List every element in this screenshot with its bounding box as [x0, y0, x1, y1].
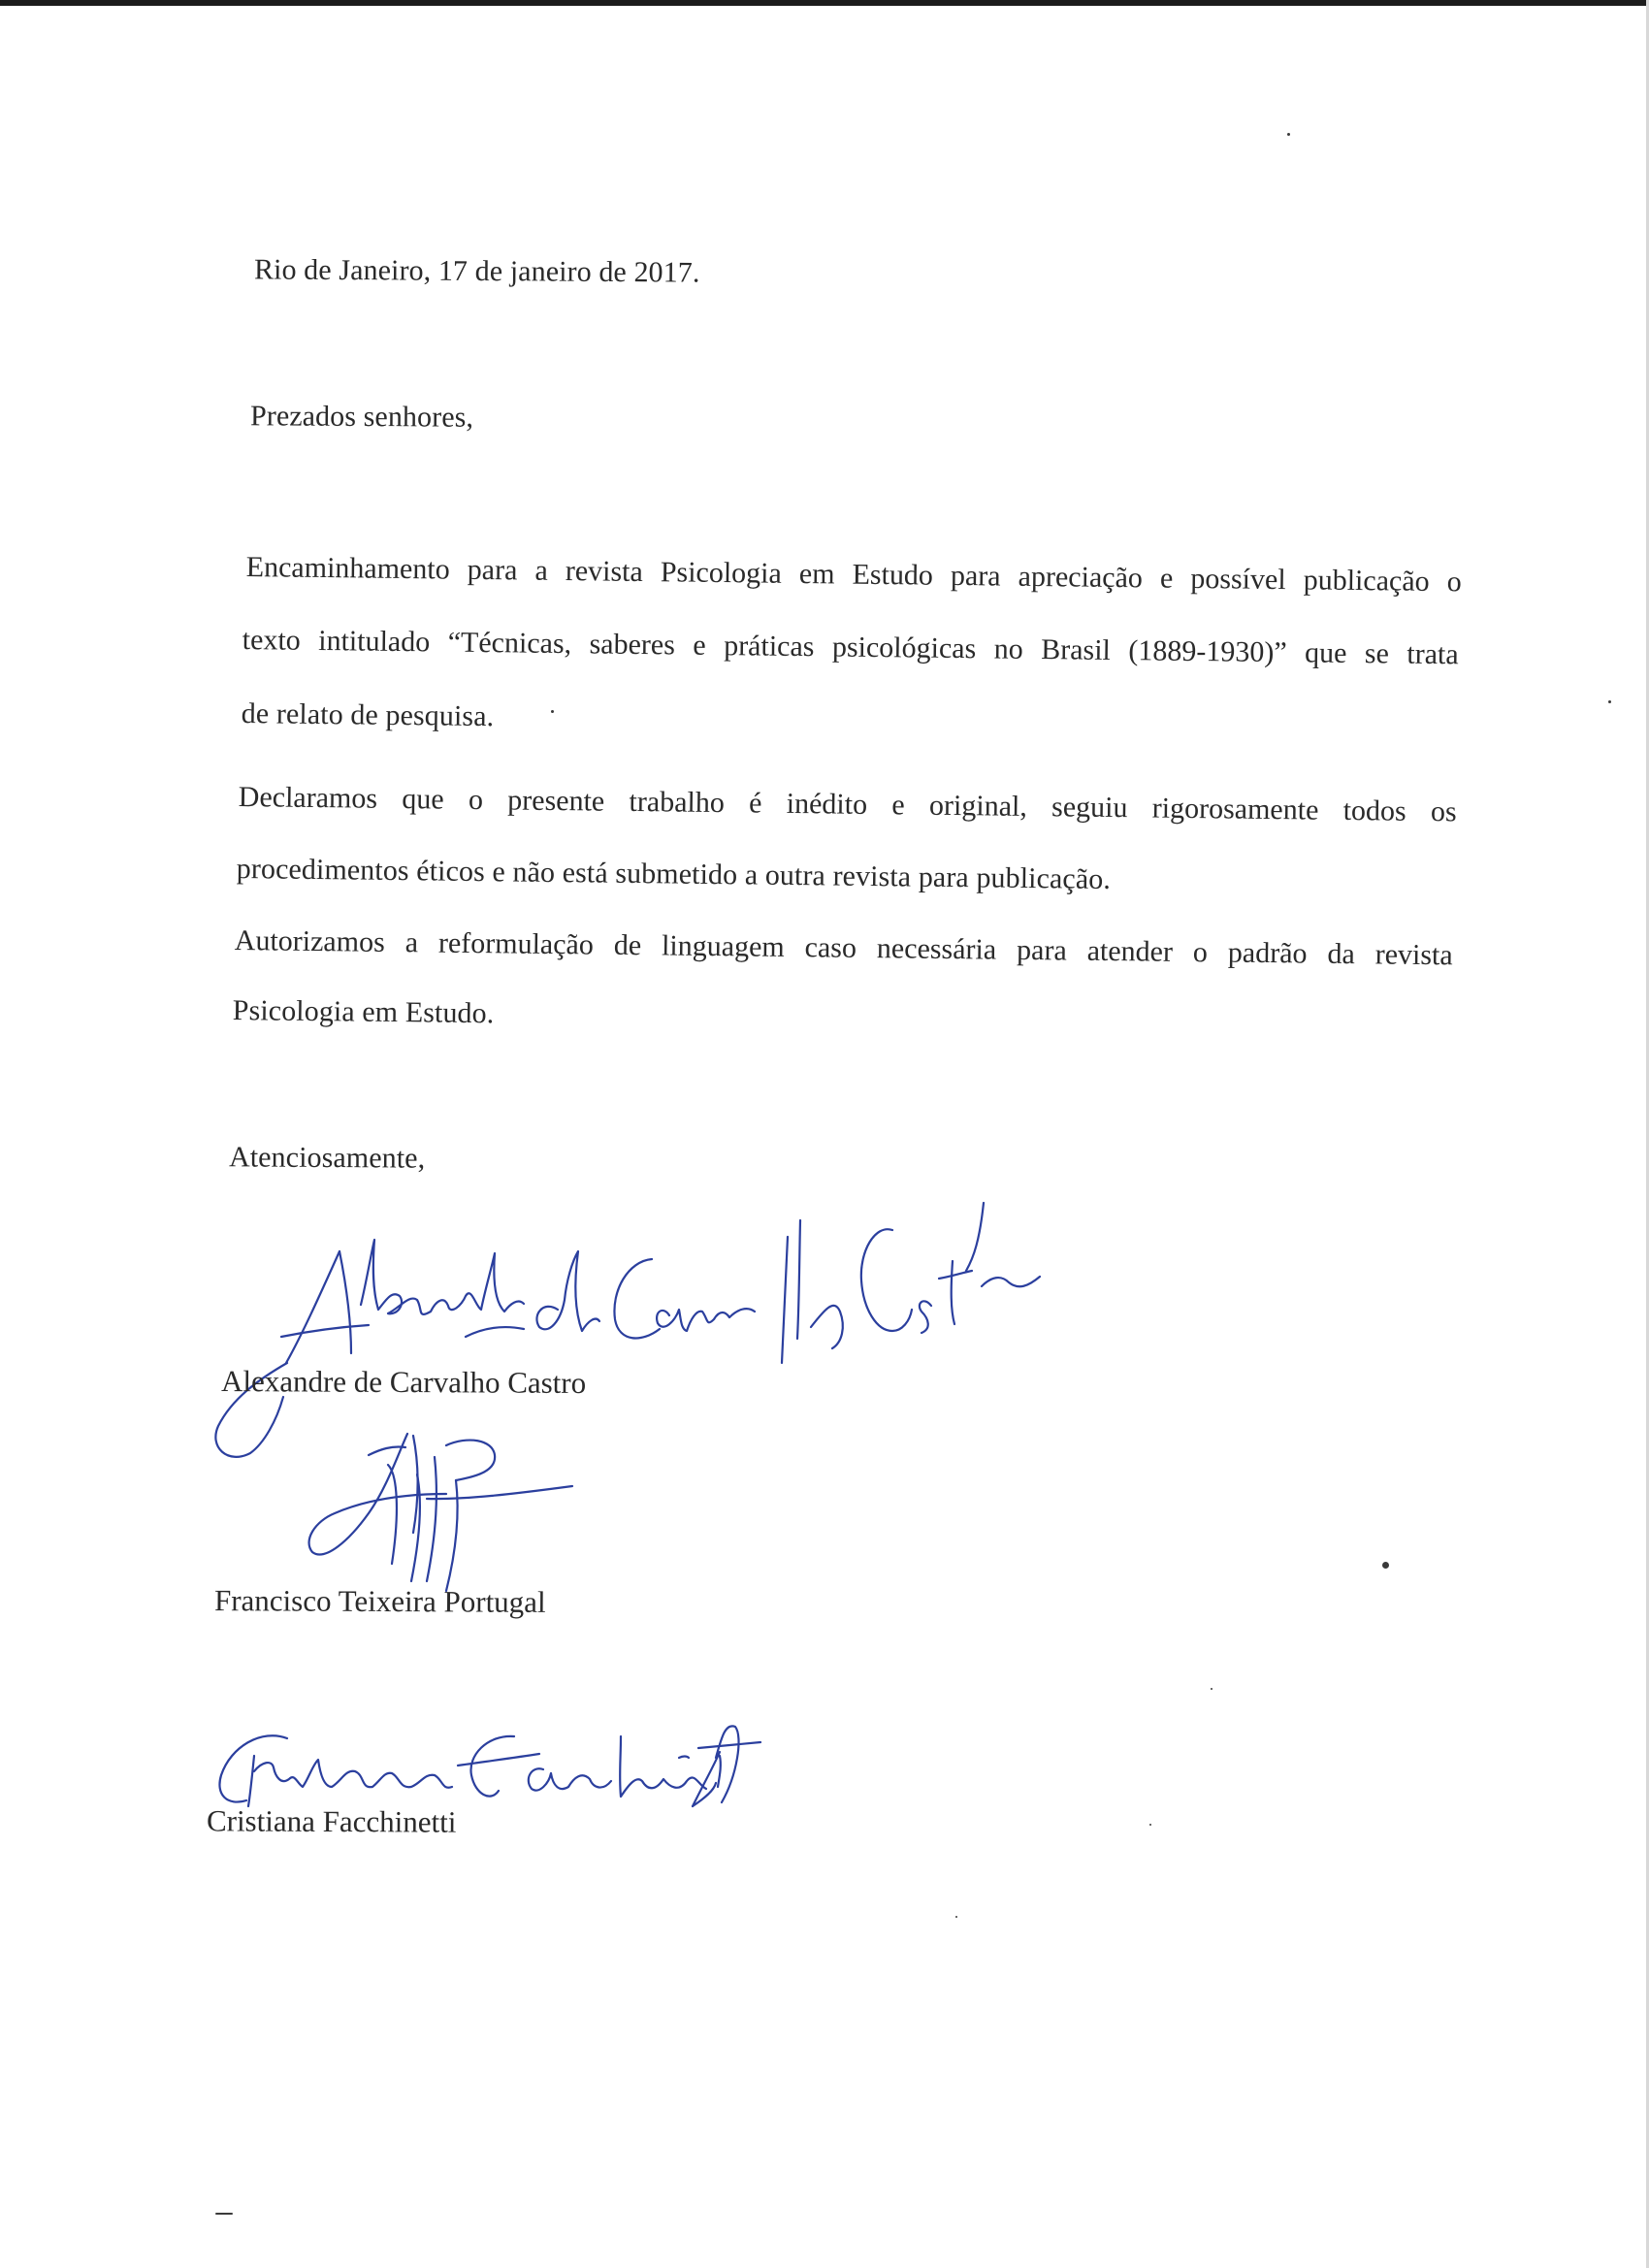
- paragraph-3-line-1-text: Autorizamos a reformulação de linguagem caso necessária para atender o padrão da revista: [234, 923, 1453, 972]
- paragraph-1-line-3: de relato de pesquisa.: [241, 697, 495, 733]
- signatory-name-cristiana-facchinetti: Cristiana Facchinetti: [206, 1803, 457, 1839]
- paragraph-1-line-2-text: texto intitulado “Técnicas, saberes e práticas psicológicas no Brasil (1889-1930)” que se trata: [242, 623, 1459, 671]
- salutation: Prezados senhores,: [249, 400, 474, 434]
- paragraph-2-line-1-text: Declaramos que o presente trabalho é inédito e original, seguiu rigorosamente todos os: [238, 780, 1457, 828]
- paragraph-1-line-1-text: Encaminhamento para a revista Psicologia em Estudo para apreciação e possível publicação o: [245, 550, 1462, 599]
- closing: Atenciosamente,: [228, 1141, 426, 1175]
- date-line: Rio de Janeiro, 17 de janeiro de 2017.: [253, 253, 700, 289]
- paragraph-2-line-2: procedimentos éticos e não está submetido a outra revista para publicação.: [236, 852, 1112, 896]
- signatory-name-francisco-portugal: Francisco Teixeira Portugal: [213, 1583, 546, 1619]
- signatory-name-alexandre-castro: Alexandre de Carvalho Castro: [220, 1364, 587, 1400]
- paragraph-3-line-2: Psicologia em Estudo.: [232, 993, 495, 1030]
